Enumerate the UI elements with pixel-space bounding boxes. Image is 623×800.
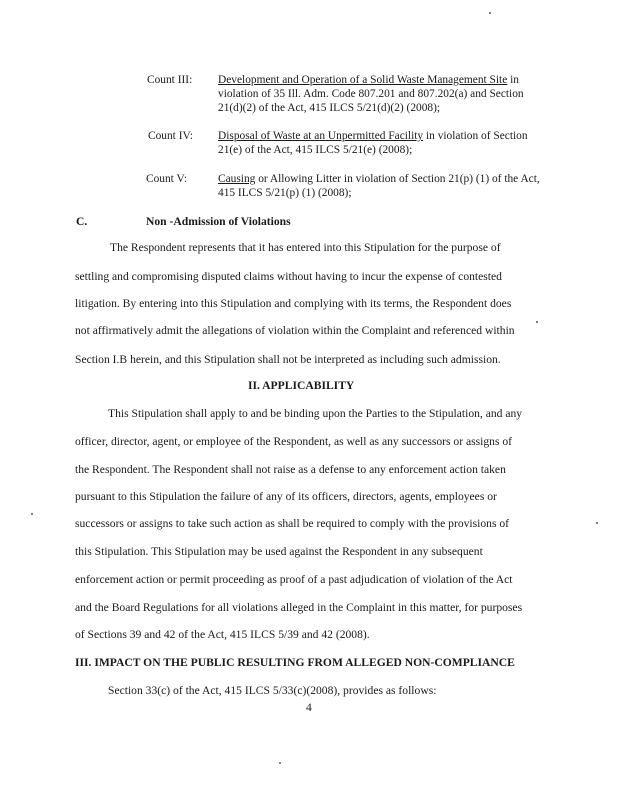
section-ii-line: the Respondent. The Respondent shall not raise as a defense to any enforcement action taken xyxy=(75,463,506,476)
section-ii-line: This Stipulation shall apply to and be binding upon the Parties to the Stipulation, and any xyxy=(108,407,523,420)
section-ii-line: and the Board Regulations for all violations alleged in the Complaint in this matter, for purposes xyxy=(75,601,523,614)
count-iv-text xyxy=(218,129,548,157)
count-iv-label: Count IV: xyxy=(148,130,194,142)
scan-speck xyxy=(596,522,598,524)
section-ii-line: officer, director, agent, or employee of the Respondent, as well as any successors or assigns of xyxy=(75,435,513,448)
count-iii-title: Development and Operation of a Solid Waste Management Site xyxy=(218,74,508,86)
section-c-letter: C. xyxy=(76,215,88,228)
section-ii-line: of Sections 39 and 42 of the Act, 415 ILCS 5/39 and 42 (2008). xyxy=(75,628,370,641)
section-c-line: The Respondent represents that it has entered into this Stipulation for the purpose of xyxy=(110,241,501,254)
section-c-line: Section I.B herein, and this Stipulation shall not be interpreted as including such admission. xyxy=(75,353,501,366)
section-c-line: not affirmatively admit the allegations of violation within the Complaint and referenced within xyxy=(75,324,515,337)
count-iv-rest: in violation of Section 21(e) of the Act, 415 ILCS 5/21(e) (2008); xyxy=(218,130,528,156)
count-v-text xyxy=(218,172,548,200)
section-c-heading: Non -Admission of Violations xyxy=(146,215,291,228)
section-iii-line: Section 33(c) of the Act, 415 ILCS 5/33(c)(2008), provides as follows: xyxy=(108,684,437,697)
section-ii-heading: II. APPLICABILITY xyxy=(248,379,355,392)
count-iii-text xyxy=(218,73,548,115)
count-v-label: Count V: xyxy=(146,173,188,185)
section-ii-line: pursuant to this Stipulation the failure of any of its officers, directors, agents, employees or xyxy=(75,490,497,503)
count-iii-rest: in violation of 35 Ill. Adm. Code 807.201 and 807.202(a) and Section 21(d)(2) of the Act, 415 ILCS 5/21(d)(2) (2008); xyxy=(218,74,524,114)
page-number: 4 xyxy=(306,701,312,714)
section-ii-line: successors or assigns to take such action as shall be required to comply with the provisions of xyxy=(75,517,510,530)
section-c-line: litigation. By entering into this Stipulation and complying with its terms, the Respondent does xyxy=(75,297,512,310)
count-iv-title: Disposal of Waste at an Unpermitted Facility xyxy=(218,130,424,142)
section-iii-heading: III. IMPACT ON THE PUBLIC RESULTING FROM ALLEGED NON-COMPLIANCE xyxy=(75,656,515,669)
scan-speck xyxy=(279,762,281,764)
section-ii-line: enforcement action or permit proceeding as proof of a past adjudication of violation of the Act xyxy=(75,573,513,586)
count-v-title: Causing xyxy=(218,173,256,185)
scan-speck xyxy=(536,321,538,323)
count-iii-label: Count III: xyxy=(147,74,193,86)
count-v-rest: or Allowing Litter in violation of Section 21(p) (1) of the Act, 415 ILCS 5/21(p) (1) (2008); xyxy=(218,173,540,199)
section-c-line: settling and compromising disputed claims without having to incur the expense of contested xyxy=(75,270,502,283)
scan-speck xyxy=(31,513,33,515)
scan-speck xyxy=(489,12,491,14)
section-ii-line: this Stipulation. This Stipulation may be used against the Respondent in any subsequent xyxy=(75,545,483,558)
